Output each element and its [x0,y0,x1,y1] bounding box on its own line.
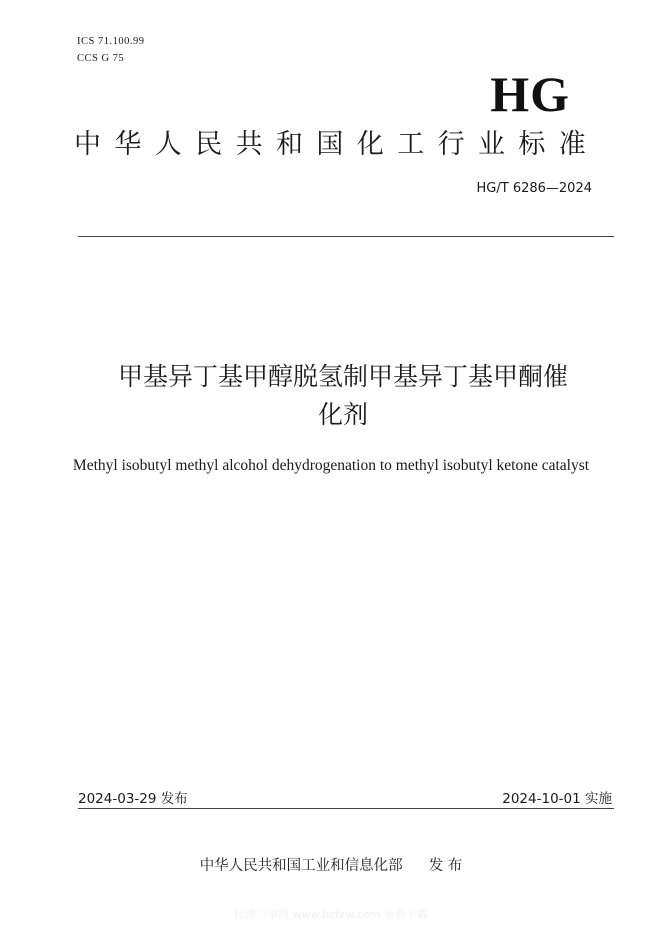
title-cn-line-1: 甲基异丁基甲醇脱氢制甲基异丁基甲酮催 [117,362,568,391]
bottom-divider [78,808,614,809]
publish-label: 发 布 [428,858,463,874]
standard-category-title: 中华人民共和国化工行业标准 [74,129,600,160]
ics-code: ICS 71.100.99 [77,36,145,47]
implementation-date: 2024-10-01 实施 [502,791,612,807]
hg-logo: HG [490,66,570,122]
publisher-name: 中华人民共和国工业和信息化部 [199,858,403,874]
standard-number: HG/T 6286—2024 [476,181,592,196]
top-divider [78,236,614,237]
title-cn-line-2: 化剂 [317,400,368,429]
document-title-cn [60,358,626,434]
ccs-code: CCS G 75 [77,53,125,64]
classification-codes [77,33,144,67]
publisher-line [0,856,662,876]
document-title-en: Methyl isobutyl methyl alcohol dehydrogenation to methyl isobutyl ketone catalyst [72,457,590,474]
issue-date: 2024-03-29 发布 [78,791,188,807]
watermark-text: 标准分享网 www.bzfxw.com 免费下载 [234,908,428,921]
